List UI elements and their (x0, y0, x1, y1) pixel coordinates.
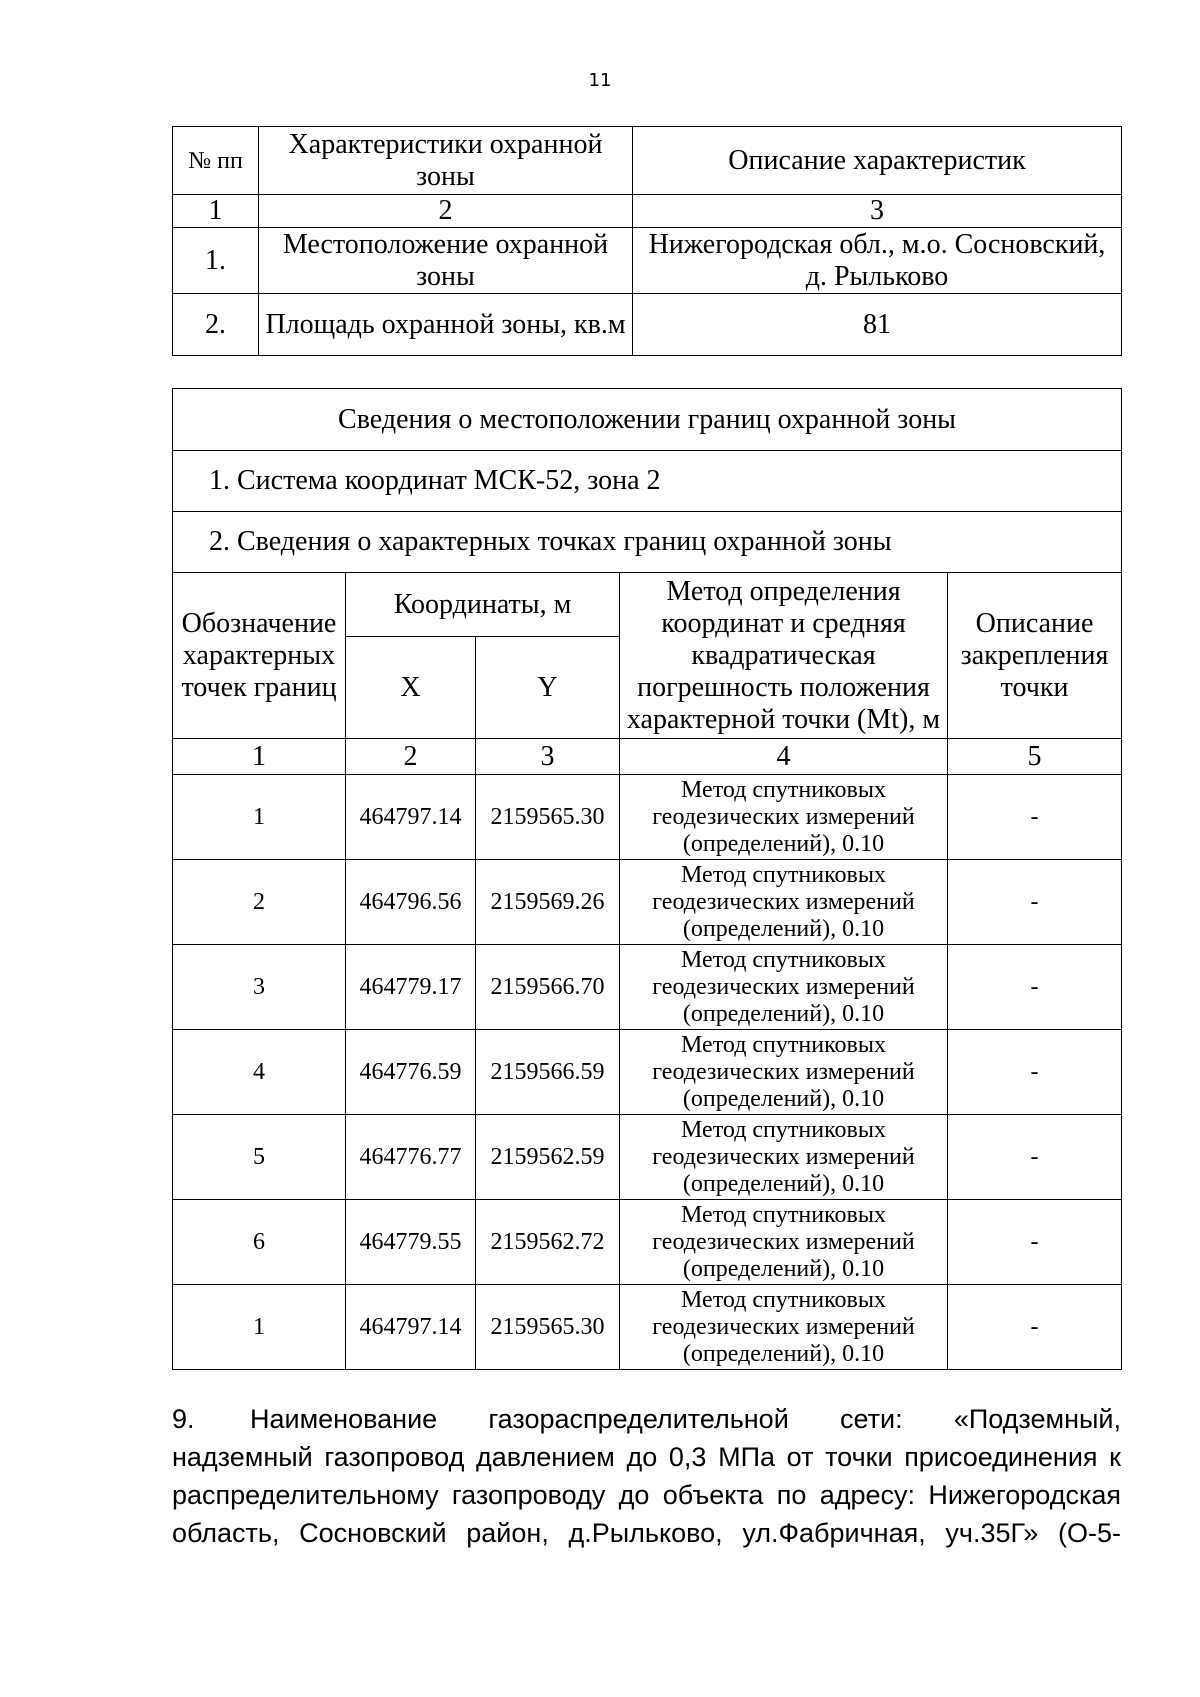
column-number: 5 (948, 739, 1122, 775)
point-fixing: - (948, 775, 1122, 860)
point-fixing: - (948, 945, 1122, 1030)
point-x: 464776.77 (346, 1115, 476, 1200)
table-title: Сведения о местоположении границ охранной зоны (173, 389, 1122, 451)
row-number: 2. (173, 294, 259, 356)
table-row (173, 1285, 1122, 1370)
header-number: № пп (173, 127, 259, 195)
column-number: 1 (173, 739, 346, 775)
header-method: Метод определения координат и средняя квадратическая погрешность положения характерной точки (Mt), м (620, 573, 948, 739)
boundary-points-table (172, 388, 1122, 1370)
header-coordinates: Координаты, м (346, 573, 620, 637)
column-numbers-row (173, 739, 1122, 775)
point-id: 1 (173, 775, 346, 860)
table-row (173, 1030, 1122, 1115)
header-x: X (346, 637, 476, 739)
header-characteristics: Характеристики охранной зоны (259, 127, 633, 195)
column-number: 2 (346, 739, 476, 775)
point-fixing: - (948, 1285, 1122, 1370)
row-number: 1. (173, 228, 259, 294)
point-fixing: - (948, 860, 1122, 945)
table-header-row (173, 127, 1122, 195)
header-y: Y (476, 637, 620, 739)
table-row (173, 1115, 1122, 1200)
paragraph-text: Наименование газораспределительной сети: «Подземный, надземный газопровод давлением до 0,3 МПа от точки присоединения к распределительному газопроводу до объекта по адресу: Нижегородская область, Сосновский район, д.Рыльково, ул.Фабричная, уч.35Г» (О-5- (172, 1404, 1121, 1548)
zone-characteristics-table (172, 126, 1122, 356)
point-y: 2159566.59 (476, 1030, 620, 1115)
point-id: 4 (173, 1030, 346, 1115)
point-fixing: - (948, 1115, 1122, 1200)
column-number: 3 (633, 195, 1122, 228)
header-point: Обозначение характерных точек границ (173, 573, 346, 739)
point-y: 2159562.59 (476, 1115, 620, 1200)
point-method: Метод спутниковых геодезических измерений (определений), 0.10 (620, 1200, 948, 1285)
point-fixing: - (948, 1030, 1122, 1115)
column-number: 2 (259, 195, 633, 228)
point-method: Метод спутниковых геодезических измерений (определений), 0.10 (620, 945, 948, 1030)
point-x: 464797.14 (346, 1285, 476, 1370)
point-y: 2159569.26 (476, 860, 620, 945)
section-row (173, 451, 1122, 512)
point-method: Метод спутниковых геодезических измерений (определений), 0.10 (620, 1115, 948, 1200)
point-y: 2159565.30 (476, 775, 620, 860)
row-name: Площадь охранной зоны, кв.м (259, 294, 633, 356)
point-x: 464779.55 (346, 1200, 476, 1285)
column-numbers-row (173, 195, 1122, 228)
table-row (173, 945, 1122, 1030)
point-x: 464779.17 (346, 945, 476, 1030)
point-id: 6 (173, 1200, 346, 1285)
point-id: 3 (173, 945, 346, 1030)
column-number: 4 (620, 739, 948, 775)
point-x: 464797.14 (346, 775, 476, 860)
row-value: 81 (633, 294, 1122, 356)
table-row (173, 294, 1122, 356)
table-title-row (173, 389, 1122, 451)
table-header-row (173, 573, 1122, 637)
page-number: 11 (588, 70, 612, 91)
point-method: Метод спутниковых геодезических измерений (определений), 0.10 (620, 775, 948, 860)
point-y: 2159562.72 (476, 1200, 620, 1285)
point-method: Метод спутниковых геодезических измерений (определений), 0.10 (620, 860, 948, 945)
point-y: 2159566.70 (476, 945, 620, 1030)
column-number: 3 (476, 739, 620, 775)
header-description: Описание характеристик (633, 127, 1122, 195)
header-fixing: Описание закрепления точки (948, 573, 1122, 739)
row-name: Местоположение охранной зоны (259, 228, 633, 294)
point-x: 464796.56 (346, 860, 476, 945)
coordinate-system: 1. Система координат МСК-52, зона 2 (173, 451, 1122, 512)
paragraph-number: 9. (172, 1404, 195, 1434)
point-method: Метод спутниковых геодезических измерений (определений), 0.10 (620, 1030, 948, 1115)
point-fixing: - (948, 1200, 1122, 1285)
table-row (173, 860, 1122, 945)
column-number: 1 (173, 195, 259, 228)
point-id: 5 (173, 1115, 346, 1200)
row-value: Нижегородская обл., м.о. Сосновский, д. Рыльково (633, 228, 1122, 294)
section-row (173, 512, 1122, 573)
point-id: 1 (173, 1285, 346, 1370)
point-method: Метод спутниковых геодезических измерений (определений), 0.10 (620, 1285, 948, 1370)
paragraph-9 (172, 1400, 1121, 1552)
point-x: 464776.59 (346, 1030, 476, 1115)
point-id: 2 (173, 860, 346, 945)
table-row (173, 1200, 1122, 1285)
points-section-title: 2. Сведения о характерных точках границ охранной зоны (173, 512, 1122, 573)
table-row (173, 775, 1122, 860)
point-y: 2159565.30 (476, 1285, 620, 1370)
table-row (173, 228, 1122, 294)
